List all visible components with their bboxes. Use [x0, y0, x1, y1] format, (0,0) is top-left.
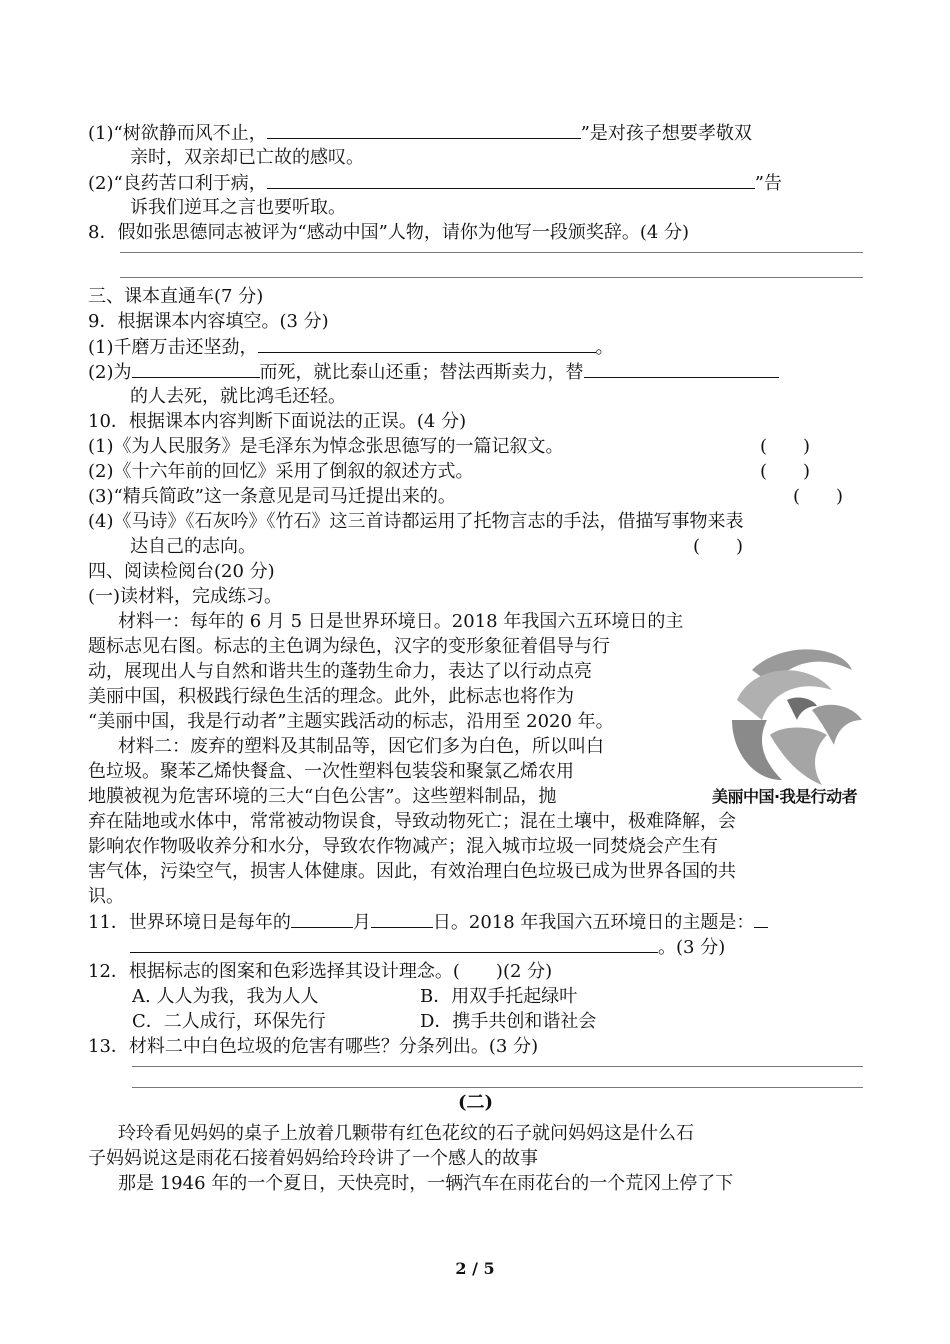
q9-item2-text3: 的人去死，就比鸿毛还轻。 [130, 386, 346, 407]
material2-line: 影响农作物吸收养分和水分，导致农作物减产；混入城市垃圾一同焚烧会产生有 [88, 836, 718, 857]
answer-blank[interactable] [130, 934, 658, 953]
q10-item4-text2: 达自己的志向。 [130, 536, 256, 557]
q10-item3-text: (3)“精兵简政”这一条意见是司马迁提出来的。 [88, 486, 456, 507]
material2-line: 害气体，污染空气，损害人体健康。因此，有效治理白色垃圾已成为世界各国的共 [88, 861, 736, 882]
q7-item2-text2: ”告 [754, 173, 782, 194]
q10-item4-text: (4)《马诗》《石灰吟》《竹石》这三首诗都运用了托物言志的手法，借描写事物来表 [88, 511, 744, 532]
q11 [88, 909, 863, 934]
material2-line: 色垃圾。聚苯乙烯快餐盒、一次性塑料包装袋和聚氯乙烯农用 [88, 761, 574, 782]
material2-line: 材料二：废弃的塑料及其制品等，因它们多为白色，所以叫白 [118, 736, 604, 757]
option-c[interactable]: C．二人成行，环保先行 [132, 1011, 326, 1032]
answer-paren[interactable]: ( ) [693, 536, 744, 557]
q10-title: 10．根据课本内容判断下面说法的正误。(4 分) [88, 411, 467, 432]
option-b[interactable]: B．用双手托起绿叶 [420, 986, 578, 1007]
passage-line: 玲玲看见妈妈的桌子上放着几颗带有红色花纹的石子就问妈妈这是什么石 [118, 1123, 694, 1144]
q9-item1 [88, 334, 863, 359]
material1-line: 动，展现出人与自然和谐共生的蓬勃生命力，表达了以行动点亮 [88, 661, 592, 682]
q12-options-row1 [88, 984, 863, 1009]
q7-item1-cont [88, 145, 863, 170]
material2-line: 识。 [88, 886, 124, 907]
q9-item2-cont [88, 384, 863, 409]
q12-options-row2 [88, 1009, 863, 1034]
q9-item1-end: 。 [595, 337, 614, 358]
option-d[interactable]: D．携手共创和谐社会 [420, 1011, 597, 1032]
q10-item4 [88, 509, 863, 534]
q9-item1-text: (1)千磨万击还坚劲， [88, 337, 258, 358]
q8-question: 8．假如张思德同志被评为“感动中国”人物，请你为他写一段颁奖辞。(4 分) [88, 222, 690, 243]
material1-line: 题标志见右图。标志的主色调为绿色，汉字的变形象征着倡导与行 [88, 636, 610, 657]
q10-item1 [88, 434, 863, 459]
q13: 13．材料二中白色垃圾的危害有哪些？分条列出。(3 分) [88, 1036, 539, 1057]
q10-item3 [88, 484, 863, 509]
answer-blank[interactable] [132, 359, 260, 378]
q9-item2 [88, 359, 863, 384]
q7-item2-cont [88, 195, 863, 220]
answer-paren[interactable]: ( ) [760, 436, 811, 457]
q10-item2 [88, 459, 863, 484]
q10-item4-cont [88, 534, 863, 559]
material1-line: “美丽中国，我是行动者”主题实践活动的标志，沿用至 2020 年。 [88, 711, 614, 732]
q11-text3: 日。2018 年我国六五环境日的主题是： [432, 912, 755, 933]
answer-paren[interactable]: ( ) [793, 486, 844, 507]
answer-blank[interactable] [258, 334, 596, 353]
answer-blank[interactable] [267, 120, 581, 139]
q7-item1-text: (1)“树欲静而风不止， [88, 123, 267, 144]
leaf-hands-logo-icon [712, 640, 872, 790]
q11-text: 11．世界环境日是每年的 [88, 912, 291, 933]
section4-title: 四、阅读检阅台(20 分) [88, 561, 275, 582]
q7-item2-text: (2)“良药苦口利于病， [88, 173, 267, 194]
q10-item2-text: (2)《十六年前的回忆》采用了倒叙的叙述方式。 [88, 461, 474, 482]
q9-title: 9．根据课本内容填空。(3 分) [88, 311, 329, 332]
q7-item1-text3: 亲时，双亲却已亡故的感叹。 [130, 147, 364, 168]
passage-line: 那是 1946 年的一个夏日，天快亮时，一辆汽车在雨花台的一个荒冈上停了下 [118, 1173, 734, 1194]
material1-line: 美丽中国，积极践行绿色生活的理念。此外，此标志也将作为 [88, 686, 574, 707]
answer-blank[interactable] [584, 359, 779, 378]
passage-line: 子妈妈说这是雨花石接着妈妈给玲玲讲了一个感人的故事 [88, 1148, 538, 1169]
q7-item2-text3: 诉我们逆耳之言也要听取。 [130, 197, 346, 218]
answer-blank[interactable] [371, 909, 433, 928]
q7-item1 [88, 120, 863, 145]
page-number: 2 / 5 [455, 1259, 495, 1278]
option-a[interactable]: A. 人人为我，我为人人 [132, 986, 319, 1007]
material2-line: 地膜被视为危害环境的三大“白色公害”。这些塑料制品，抛 [88, 786, 557, 807]
q11-text4: 。(3 分) [658, 937, 726, 958]
q7-item1-text2: ”是对孩子想要孝敬双 [580, 123, 752, 144]
q11-cont [88, 934, 863, 959]
q11-text2: 月 [352, 912, 371, 933]
answer-blank[interactable] [291, 909, 353, 928]
part2-title: (二) [457, 1092, 494, 1113]
answer-blank[interactable] [754, 909, 768, 928]
section3-title: 三、课本直通车(7 分) [88, 286, 264, 307]
q9-item2-text2: 而死，就比泰山还重；替法西斯卖力，替 [259, 362, 584, 383]
logo-caption: 美丽中国·我是行动者 [712, 787, 858, 806]
answer-paren[interactable]: ( ) [760, 461, 811, 482]
part1-title: (一)读材料，完成练习。 [88, 586, 283, 607]
material2-line: 弃在陆地或水体中，常常被动物误食，导致动物死亡；混在土壤中，极难降解，会 [88, 811, 736, 832]
q9-item2-text: (2)为 [88, 362, 132, 383]
answer-blank[interactable] [267, 170, 755, 189]
material1-line: 材料一：每年的 6 月 5 日是世界环境日。2018 年我国六五环境日的主 [118, 611, 684, 632]
q12: 12．根据标志的图案和色彩选择其设计理念。( )(2 分) [88, 961, 553, 982]
q10-item1-text: (1)《为人民服务》是毛泽东为悼念张思德写的一篇记叙文。 [88, 436, 564, 457]
q7-item2 [88, 170, 863, 195]
